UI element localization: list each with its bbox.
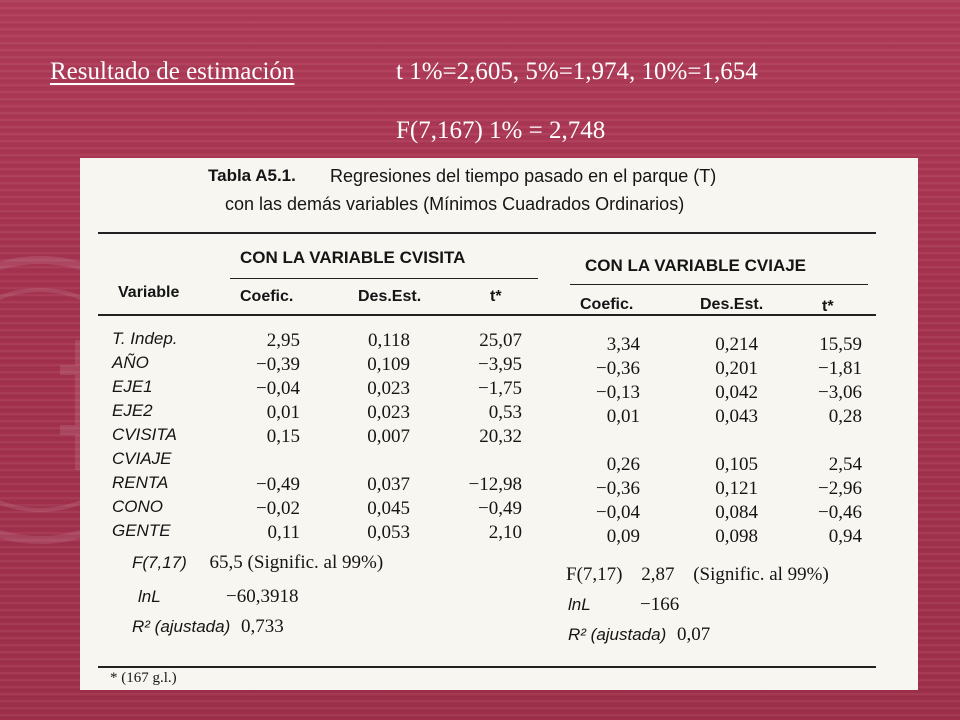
col-header-coef-left: Coefic. xyxy=(240,288,294,305)
slide-header xyxy=(0,0,960,160)
coef-cviaje: −0,13 xyxy=(596,382,640,403)
t-cviaje: −0,46 xyxy=(818,502,862,523)
f-critical-value: F(7,167) 1% = 2,748 xyxy=(396,117,606,144)
table-caption-line2: con las demás variables (Mínimos Cuadrados Ordinarios) xyxy=(225,194,685,214)
coef-cvisita: −0,39 xyxy=(256,354,300,375)
coef-cvisita: −0,49 xyxy=(256,474,300,495)
desest-cvisita: 0,037 xyxy=(367,474,410,495)
header-rule xyxy=(98,314,876,316)
coef-cvisita: 0,15 xyxy=(266,426,300,447)
coef-cviaje: −0,36 xyxy=(596,478,640,499)
col-header-variable: Variable xyxy=(118,284,180,301)
col-header-desest-left: Des.Est. xyxy=(358,288,422,305)
t-cviaje: 0,94 xyxy=(828,526,862,547)
desest-cviaje: 0,201 xyxy=(715,358,758,379)
coef-cviaje: −0,36 xyxy=(596,358,640,379)
left-lnl-value: −60,3918 xyxy=(226,586,299,607)
right-lnl-value: −166 xyxy=(640,594,680,615)
t-cvisita: −12,98 xyxy=(468,474,522,495)
desest-cvisita: 0,007 xyxy=(367,426,410,447)
desest-cviaje: 0,043 xyxy=(715,406,758,427)
desest-cviaje: 0,214 xyxy=(715,334,758,355)
group-header-cvisita: CON LA VARIABLE CVISITA xyxy=(240,248,466,267)
t-cvisita: 25,07 xyxy=(479,330,522,351)
right-r2-stat xyxy=(568,624,710,646)
desest-cviaje: 0,121 xyxy=(715,478,758,499)
coef-cviaje: 3,34 xyxy=(606,334,640,355)
right-r2-value: 0,07 xyxy=(677,624,711,645)
footnote: * (167 g.l.) xyxy=(110,670,177,686)
variable-name: EJE1 xyxy=(112,377,153,396)
variable-name: CVIAJE xyxy=(112,449,172,468)
desest-cvisita: 0,109 xyxy=(367,354,410,375)
t-cviaje: −3,06 xyxy=(818,382,862,403)
scanned-table xyxy=(80,158,918,690)
desest-cviaje: 0,084 xyxy=(715,502,758,523)
coef-cvisita: 0,11 xyxy=(267,522,300,543)
group-header-cviaje: CON LA VARIABLE CVIAJE xyxy=(585,256,807,275)
desest-cviaje: 0,105 xyxy=(715,454,758,475)
variable-name: EJE2 xyxy=(112,401,153,420)
variable-name: CVISITA xyxy=(112,425,177,444)
col-header-t-right: t* xyxy=(822,298,834,315)
left-r2-value: 0,733 xyxy=(241,616,284,637)
col-header-desest-right: Des.Est. xyxy=(700,296,764,313)
t-cviaje: 15,59 xyxy=(819,334,862,355)
right-r2-label: R² (ajustada) xyxy=(568,625,667,644)
coef-cviaje: 0,01 xyxy=(606,406,640,427)
left-lnl-label: lnL xyxy=(138,587,161,606)
t-cvisita: 0,53 xyxy=(488,402,522,423)
right-f-stat xyxy=(566,564,829,586)
col-header-coef-right: Coefic. xyxy=(580,296,634,313)
variable-name: T. Indep. xyxy=(112,329,178,348)
desest-cvisita: 0,053 xyxy=(367,522,410,543)
desest-cvisita: 0,118 xyxy=(367,330,410,351)
left-f-value: 65,5 (Signific. al 99%) xyxy=(209,552,384,573)
variable-name: AÑO xyxy=(112,353,149,372)
variable-name: RENTA xyxy=(112,473,169,492)
t-cviaje: −1,81 xyxy=(818,358,862,379)
t-cviaje: 0,28 xyxy=(828,406,862,427)
coef-cviaje: −0,04 xyxy=(596,502,640,523)
t-cviaje: 2,54 xyxy=(828,454,862,475)
col-header-t-left: t* xyxy=(490,288,502,305)
coef-cvisita: 2,95 xyxy=(266,330,300,351)
left-lnl-stat xyxy=(138,586,299,608)
t-cvisita: 2,10 xyxy=(488,522,522,543)
coef-cvisita: 0,01 xyxy=(266,402,300,423)
table-caption-line1: Regresiones del tiempo pasado en el parque (T) xyxy=(330,166,717,186)
variable-name: GENTE xyxy=(112,521,171,540)
group-right-rule xyxy=(570,284,868,285)
right-f-label: F(7,17) xyxy=(566,564,623,585)
right-lnl-label: lnL xyxy=(568,595,591,614)
right-f-value: 2,87 xyxy=(641,564,675,585)
bottom-rule xyxy=(98,666,876,668)
desest-cvisita: 0,023 xyxy=(367,402,410,423)
desest-cviaje: 0,042 xyxy=(715,382,758,403)
right-f-note: (Signific. al 99%) xyxy=(693,564,829,585)
desest-cviaje: 0,098 xyxy=(715,526,758,547)
variable-name: CONO xyxy=(112,497,163,516)
left-r2-stat xyxy=(132,616,284,638)
left-f-stat xyxy=(132,552,383,574)
desest-cvisita: 0,023 xyxy=(367,378,410,399)
top-rule xyxy=(98,232,876,234)
coef-cvisita: −0,02 xyxy=(256,498,300,519)
left-f-label: F(7,17) xyxy=(132,553,187,572)
t-cvisita: −3,95 xyxy=(478,354,522,375)
t-critical-values: t 1%=2,605, 5%=1,974, 10%=1,654 xyxy=(396,58,758,85)
right-lnl-stat xyxy=(568,594,680,616)
t-cvisita: −0,49 xyxy=(478,498,522,519)
t-cvisita: −1,75 xyxy=(478,378,522,399)
coef-cvisita: −0,04 xyxy=(256,378,300,399)
slide-title: Resultado de estimación xyxy=(50,58,295,85)
table-caption-label: Tabla A5.1. xyxy=(208,166,296,185)
coef-cviaje: 0,26 xyxy=(606,454,640,475)
left-r2-label: R² (ajustada) xyxy=(132,617,231,636)
group-left-rule xyxy=(230,278,538,279)
desest-cvisita: 0,045 xyxy=(367,498,410,519)
t-cvisita: 20,32 xyxy=(479,426,522,447)
coef-cviaje: 0,09 xyxy=(606,526,640,547)
t-cviaje: −2,96 xyxy=(818,478,862,499)
